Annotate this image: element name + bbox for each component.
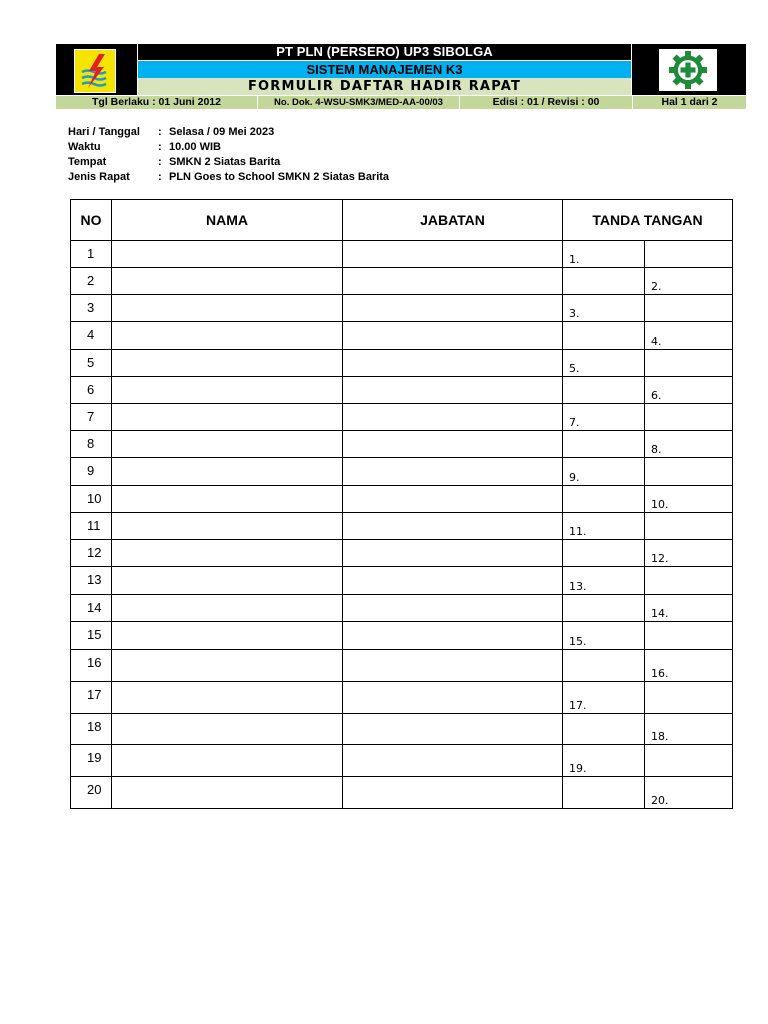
position-cell[interactable]: [343, 682, 563, 714]
signature-number: 7.: [569, 416, 580, 429]
row-number: 6: [87, 382, 95, 397]
document-header: [56, 44, 746, 95]
row-number-cell: [71, 404, 112, 431]
system-name: SISTEM MANAJEMEN K3: [138, 60, 631, 78]
header-position: JABATAN: [343, 200, 563, 241]
name-cell[interactable]: [112, 714, 343, 745]
name-cell[interactable]: [112, 777, 343, 809]
table-row: [71, 377, 733, 404]
signature-cell-right[interactable]: [645, 650, 733, 682]
row-number: 19: [87, 750, 102, 765]
pln-logo-icon: [74, 49, 116, 93]
meeting-type-label: Jenis Rapat: [68, 171, 130, 183]
position-cell[interactable]: [343, 268, 563, 295]
table-row: [71, 322, 733, 350]
meeting-date-colon: :: [158, 126, 162, 138]
row-number: 3: [87, 300, 95, 315]
signature-cell-left[interactable]: [563, 404, 645, 431]
row-number: 18: [87, 719, 102, 734]
row-number-cell: [71, 595, 112, 622]
meeting-info: [68, 125, 468, 185]
name-cell[interactable]: [112, 458, 343, 486]
table-row: [71, 567, 733, 595]
form-title: FORMULIR DAFTAR HADIR RAPAT: [138, 78, 631, 95]
row-number-cell: [71, 513, 112, 540]
row-number-cell: [71, 567, 112, 595]
name-cell[interactable]: [112, 295, 343, 322]
signature-cell-left[interactable]: [563, 622, 645, 650]
signature-cell-right[interactable]: [645, 458, 733, 486]
row-number-cell: [71, 540, 112, 567]
row-number-cell: [71, 241, 112, 268]
table-row: [71, 268, 733, 295]
signature-cell-right[interactable]: [645, 404, 733, 431]
signature-cell-left[interactable]: [563, 431, 645, 458]
position-cell[interactable]: [343, 745, 563, 777]
position-cell[interactable]: [343, 540, 563, 567]
company-name: PT PLN (PERSERO) UP3 SIBOLGA: [138, 44, 631, 60]
row-number: 9: [87, 463, 95, 478]
signature-cell-right[interactable]: [645, 682, 733, 714]
signature-cell-left[interactable]: [563, 595, 645, 622]
position-cell[interactable]: [343, 322, 563, 350]
signature-cell-right[interactable]: [645, 777, 733, 809]
row-number: 15: [87, 627, 102, 642]
row-number: 16: [87, 655, 102, 670]
row-number: 5: [87, 355, 95, 370]
row-number-cell: [71, 650, 112, 682]
name-cell[interactable]: [112, 540, 343, 567]
row-number: 10: [87, 491, 102, 506]
signature-number: 13.: [569, 580, 587, 593]
name-cell[interactable]: [112, 486, 343, 513]
row-number: 7: [87, 409, 95, 424]
meeting-place-line: [68, 155, 468, 170]
table-row: [71, 650, 733, 682]
position-cell[interactable]: [343, 350, 563, 377]
signature-cell-left[interactable]: [563, 777, 645, 809]
meeting-date-label: Hari / Tanggal: [68, 126, 140, 138]
position-cell[interactable]: [343, 431, 563, 458]
attendance-table: [70, 199, 733, 809]
row-number: 2: [87, 273, 95, 288]
position-cell[interactable]: [343, 513, 563, 540]
signature-cell-left[interactable]: [563, 458, 645, 486]
signature-cell-left[interactable]: [563, 268, 645, 295]
header-no: NO: [71, 200, 112, 241]
name-cell[interactable]: [112, 622, 343, 650]
signature-cell-left[interactable]: [563, 745, 645, 777]
meeting-time-label: Waktu: [68, 141, 101, 153]
name-cell[interactable]: [112, 377, 343, 404]
row-number-cell: [71, 777, 112, 809]
row-number: 14: [87, 600, 102, 615]
signature-cell-right[interactable]: [645, 241, 733, 268]
table-row: [71, 241, 733, 268]
valid-date: Tgl Berlaku : 01 Juni 2012: [56, 96, 258, 109]
signature-cell-left[interactable]: [563, 714, 645, 745]
position-cell[interactable]: [343, 486, 563, 513]
signature-cell-left[interactable]: [563, 567, 645, 595]
row-number: 13: [87, 572, 102, 587]
row-number-cell: [71, 486, 112, 513]
edition-revision: Edisi : 01 / Revisi : 00: [460, 96, 633, 109]
name-cell[interactable]: [112, 513, 343, 540]
signature-cell-left[interactable]: [563, 241, 645, 268]
signature-number: 11.: [569, 525, 587, 538]
position-cell[interactable]: [343, 714, 563, 745]
table-row: [71, 458, 733, 486]
signature-cell-right[interactable]: [645, 513, 733, 540]
row-number-cell: [71, 714, 112, 745]
meeting-time-value: 10.00 WIB: [169, 141, 221, 153]
name-cell[interactable]: [112, 322, 343, 350]
signature-cell-left[interactable]: [563, 350, 645, 377]
position-cell[interactable]: [343, 622, 563, 650]
table-row: [71, 431, 733, 458]
position-cell[interactable]: [343, 377, 563, 404]
meeting-time-line: [68, 140, 468, 155]
meeting-place-colon: :: [158, 156, 162, 168]
signature-cell-right[interactable]: [645, 540, 733, 567]
position-cell[interactable]: [343, 241, 563, 268]
position-cell[interactable]: [343, 650, 563, 682]
meeting-date-value: Selasa / 09 Mei 2023: [169, 126, 275, 138]
name-cell[interactable]: [112, 404, 343, 431]
signature-cell-right[interactable]: [645, 486, 733, 513]
table-row: [71, 777, 733, 809]
position-cell[interactable]: [343, 458, 563, 486]
row-number: 4: [87, 327, 95, 342]
table-row: [71, 540, 733, 567]
document-info-bar: [56, 96, 746, 109]
row-number: 12: [87, 545, 102, 560]
signature-cell-left[interactable]: [563, 513, 645, 540]
position-cell[interactable]: [343, 595, 563, 622]
signature-cell-right[interactable]: [645, 431, 733, 458]
header-signature: TANDA TANGAN: [563, 200, 733, 241]
signature-cell-right[interactable]: [645, 377, 733, 404]
row-number-cell: [71, 431, 112, 458]
signature-number: 15.: [569, 635, 587, 648]
signature-cell-left[interactable]: [563, 377, 645, 404]
signature-cell-right[interactable]: [645, 268, 733, 295]
row-number: 1: [87, 246, 95, 261]
pln-logo-panel: [56, 44, 137, 95]
table-row: [71, 745, 733, 777]
name-cell[interactable]: [112, 682, 343, 714]
row-number-cell: [71, 458, 112, 486]
row-number: 20: [87, 782, 102, 797]
table-row: [71, 682, 733, 714]
signature-cell-left[interactable]: [563, 682, 645, 714]
signature-number: 12.: [651, 552, 669, 565]
signature-number: 5.: [569, 362, 580, 375]
name-cell[interactable]: [112, 650, 343, 682]
meeting-type-colon: :: [158, 171, 162, 183]
meeting-type-line: [68, 170, 468, 185]
signature-number: 19.: [569, 762, 587, 775]
name-cell[interactable]: [112, 431, 343, 458]
page-indicator: Hal 1 dari 2: [661, 96, 718, 108]
position-cell[interactable]: [343, 404, 563, 431]
row-number-cell: [71, 322, 112, 350]
signature-number: 9.: [569, 471, 580, 484]
table-row: [71, 622, 733, 650]
position-cell[interactable]: [343, 567, 563, 595]
name-cell[interactable]: [112, 745, 343, 777]
name-cell[interactable]: [112, 268, 343, 295]
name-cell[interactable]: [112, 350, 343, 377]
signature-number: 10.: [651, 498, 669, 511]
signature-number: 20.: [651, 794, 669, 807]
position-cell[interactable]: [343, 777, 563, 809]
row-number-cell: [71, 295, 112, 322]
meeting-time-colon: :: [158, 141, 162, 153]
signature-number: 17.: [569, 699, 587, 712]
k3-logo-panel: [632, 44, 746, 95]
table-row: [71, 513, 733, 540]
row-number-cell: [71, 350, 112, 377]
signature-cell-left[interactable]: [563, 540, 645, 567]
row-number-cell: [71, 268, 112, 295]
table-header-row: [71, 200, 733, 241]
signature-number: 2.: [651, 280, 662, 293]
row-number: 8: [87, 436, 95, 451]
doc-number: No. Dok. 4-WSU-SMK3/MED-AA-00/03: [258, 96, 460, 109]
table-row: [71, 350, 733, 377]
signature-number: 4.: [651, 335, 662, 348]
row-number: 17: [87, 687, 102, 702]
name-cell[interactable]: [112, 595, 343, 622]
row-number-cell: [71, 377, 112, 404]
table-row: [71, 486, 733, 513]
signature-cell-right[interactable]: [645, 350, 733, 377]
signature-cell-right[interactable]: [645, 622, 733, 650]
header-title-block: [138, 44, 631, 95]
table-row: [71, 295, 733, 322]
signature-number: 3.: [569, 307, 580, 320]
signature-cell-left[interactable]: [563, 650, 645, 682]
meeting-type-value: PLN Goes to School SMKN 2 Siatas Barita: [169, 171, 390, 183]
k3-logo-icon: [659, 49, 717, 91]
row-number-cell: [71, 745, 112, 777]
row-number-cell: [71, 622, 112, 650]
signature-cell-left[interactable]: [563, 322, 645, 350]
signature-number: 16.: [651, 667, 669, 680]
attendance-rows: [71, 241, 733, 809]
signature-cell-right[interactable]: [645, 595, 733, 622]
name-cell[interactable]: [112, 241, 343, 268]
signature-cell-right[interactable]: [645, 714, 733, 745]
meeting-place-value: SMKN 2 Siatas Barita: [169, 156, 281, 168]
signature-number: 18.: [651, 730, 669, 743]
signature-cell-right[interactable]: [645, 745, 733, 777]
signature-number: 1.: [569, 253, 580, 266]
signature-number: 6.: [651, 389, 662, 402]
signature-cell-right[interactable]: [645, 567, 733, 595]
header-name: NAMA: [112, 200, 343, 241]
row-number-cell: [71, 682, 112, 714]
position-cell[interactable]: [343, 295, 563, 322]
table-row: [71, 404, 733, 431]
name-cell[interactable]: [112, 567, 343, 595]
signature-cell-right[interactable]: [645, 295, 733, 322]
signature-cell-left[interactable]: [563, 295, 645, 322]
meeting-place-label: Tempat: [68, 156, 107, 168]
row-number: 11: [87, 518, 101, 533]
signature-cell-right[interactable]: [645, 322, 733, 350]
signature-number: 8.: [651, 443, 662, 456]
signature-number: 14.: [651, 607, 669, 620]
meeting-date-line: [68, 125, 468, 140]
table-row: [71, 714, 733, 745]
table-row: [71, 595, 733, 622]
signature-cell-left[interactable]: [563, 486, 645, 513]
